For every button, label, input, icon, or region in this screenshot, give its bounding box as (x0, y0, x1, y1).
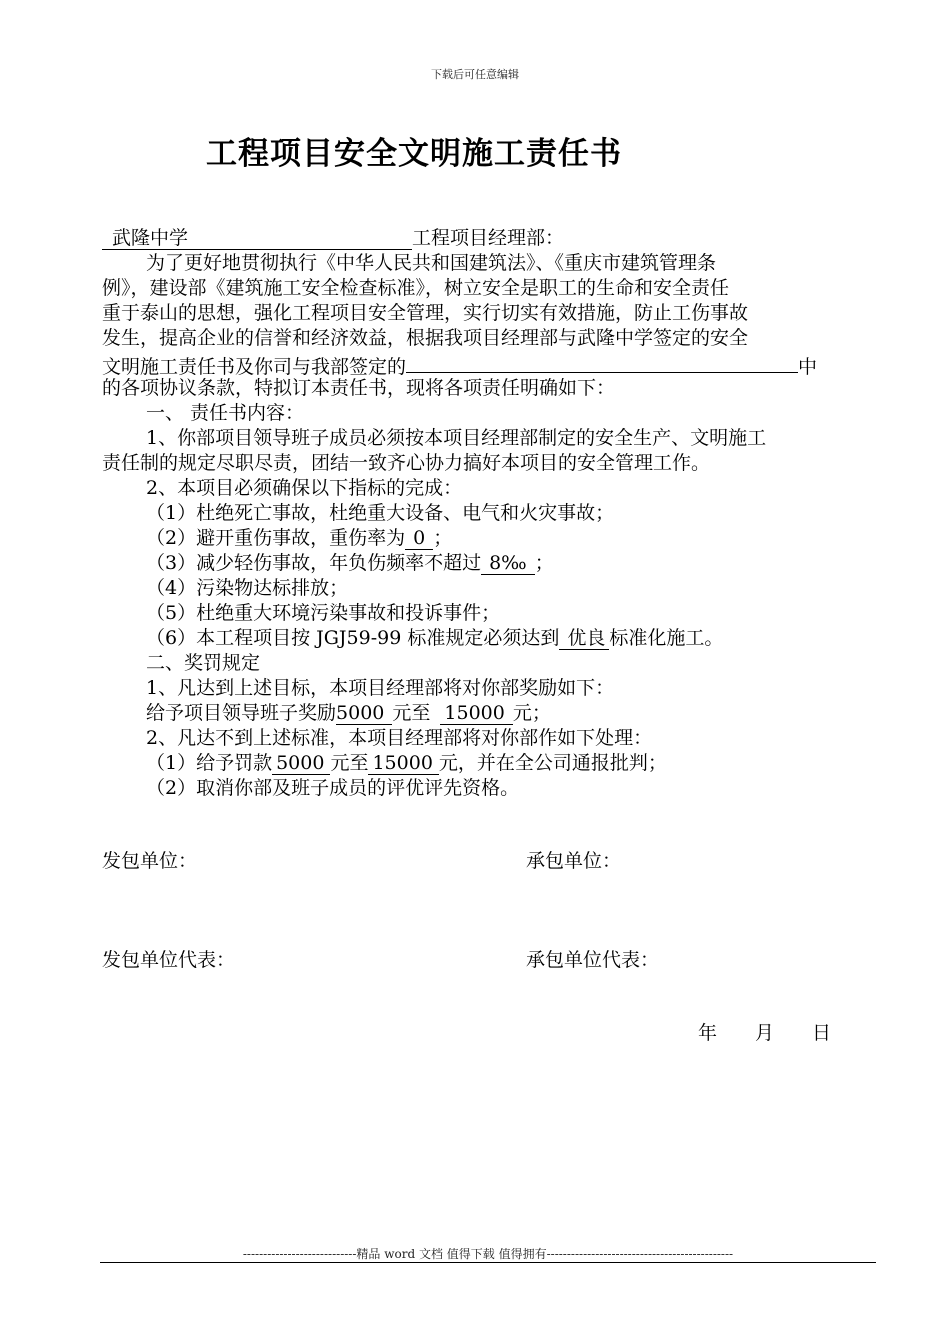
section1-heading: 一、 责任书内容： (146, 402, 305, 424)
standard-grade-value: 优良 (559, 628, 609, 650)
sub2-suffix: ； (433, 527, 453, 549)
header-note: 下载后可任意编辑 (431, 68, 519, 81)
section2-reward (146, 701, 551, 726)
section1-item1-line1: 1、你部项目领导班子成员必须按本项目经理部制定的安全生产、文明施工 (146, 427, 767, 449)
sub3-prefix: （3）减少轻伤事故，年负伤频率不超过 (146, 552, 482, 574)
sub3-suffix: ； (534, 552, 554, 574)
reward-suffix: 元； (512, 702, 551, 724)
issuer-label: 发包单位： (102, 850, 198, 872)
reward-max-value: 15000 (440, 703, 512, 725)
sub2-prefix: （2）避开重伤事故，重伤率为 (146, 527, 406, 549)
addressee-school-blank (102, 228, 412, 250)
injury-rate-value: 0 (405, 528, 433, 550)
contractor-rep-label: 承包单位代表： (526, 949, 660, 971)
date-year: 年 (698, 1022, 718, 1044)
section1-sub4: （4）污染物达标排放； (146, 577, 349, 599)
addressee-suffix: 工程项目经理部： (412, 227, 565, 249)
reward-min-value: 5000 (336, 703, 392, 725)
intro-line-3: 重于泰山的思想，强化工程项目安全管理，实行切实有效措施，防止工伤事故 (102, 302, 749, 324)
intro-line-2: 例》，建设部《建筑施工安全检查标准》，树立安全是职工的生命和安全责任 (102, 277, 730, 299)
section2-item1: 1、凡达到上述目标，本项目经理部将对你部奖励如下： (146, 677, 615, 699)
intro-line-6: 的各项协议条款，特拟订本责任书，现将各项责任明确如下： (102, 377, 616, 399)
section1-sub1: （1）杜绝死亡事故，杜绝重大设备、电气和火灾事故； (146, 502, 615, 524)
footer-note: ----------------------------精品 word 文档 值得下载 值得拥有---------------------------------------------- (242, 1247, 734, 1261)
penalty-suffix: 元，并在全公司通报批判； (438, 752, 667, 774)
penalty-min-value: 5000 (272, 753, 330, 775)
footer-divider (100, 1262, 876, 1263)
reward-mid: 元至 (392, 702, 431, 724)
intro-line-5-suffix: 中 (798, 356, 818, 378)
addressee-school: 武隆中学 (112, 227, 189, 249)
intro-line-4: 发生，提高企业的信誉和经济效益，根据我项目经理部与武隆中学签定的安全 (102, 327, 749, 349)
date-month: 月 (755, 1022, 775, 1044)
contractor-label: 承包单位： (526, 850, 622, 872)
section1-item1-line2: 责任制的规定尽职尽责，团结一致齐心协力搞好本项目的安全管理工作。 (102, 452, 711, 474)
sub6-suffix: 标准化施工。 (609, 627, 724, 649)
penalty-prefix: （1）给予罚款 (146, 752, 273, 774)
agreement-blank (406, 351, 798, 373)
section1-item2: 2、本项目必须确保以下指标的完成： (146, 477, 463, 499)
injury-frequency-value: 8‰ (481, 553, 535, 575)
penalty-max-value: 15000 (368, 753, 438, 775)
intro-line-5-prefix: 文明施工责任书及你司与我部签定的 (102, 356, 407, 378)
section2-penalty (146, 751, 667, 776)
document-title: 工程项目安全文明施工责任书 (206, 136, 622, 172)
penalty-mid: 元至 (330, 752, 369, 774)
section1-sub3 (146, 551, 554, 576)
intro-line-1: 为了更好地贯彻执行《中华人民共和国建筑法》、《重庆市建筑管理条 (146, 252, 717, 274)
section2-penalty2: （2）取消你部及班子成员的评优评先资格。 (146, 777, 520, 799)
sub6-prefix: （6）本工程项目按 JGJ59-99 标准规定必须达到 (146, 627, 560, 649)
addressee-line (102, 226, 564, 251)
section1-sub2 (146, 526, 452, 551)
section1-sub5: （5）杜绝重大环境污染事故和投诉事件； (146, 602, 501, 624)
section2-item2: 2、凡达不到上述标准，本项目经理部将对你部作如下处理： (146, 727, 653, 749)
date-day: 日 (812, 1022, 832, 1044)
section1-sub6 (146, 626, 723, 651)
reward-prefix: 给予项目领导班子奖励 (146, 702, 337, 724)
section2-heading: 二、奖罚规定 (146, 652, 261, 674)
issuer-rep-label: 发包单位代表： (102, 949, 236, 971)
intro-line-5 (102, 351, 817, 376)
